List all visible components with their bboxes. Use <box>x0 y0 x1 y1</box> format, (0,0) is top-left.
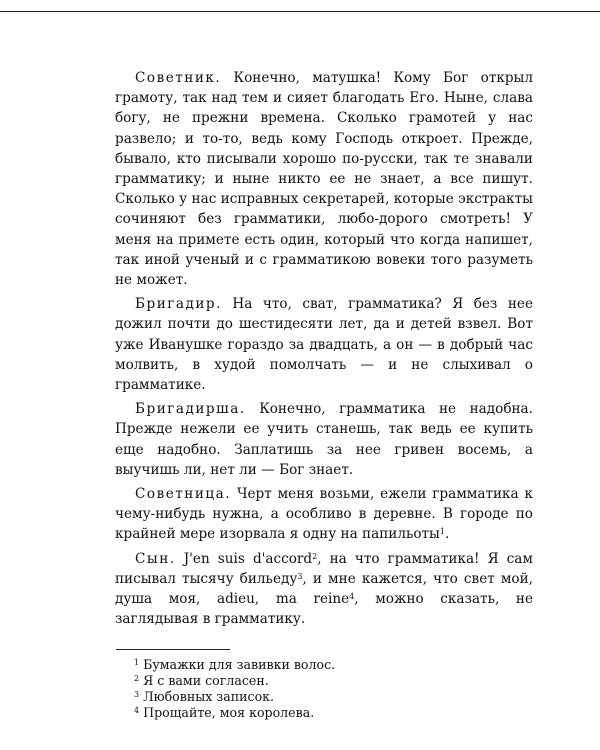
paragraph-syn <box>115 549 533 630</box>
paragraph-text: J'en suis d'accord <box>175 550 313 567</box>
paragraph-sovetnitsa <box>115 484 533 545</box>
paragraph-sovetnik <box>115 68 533 290</box>
footnotes <box>134 657 514 721</box>
footnote-item <box>134 689 514 705</box>
paragraph-text: Конечно, матушка! Кому Бог открыл грамоту, так над тем и сияет благодать Его. Ныне, слава богу, не прежни времена. Сколько грамотей у нас развело; и то-то, ведь кому Господь откроет. Прежде, бывало, кто писывали хорошо по-русски, так те знавали грамматику; и ныне никто ее не знает, а все пишут. Сколько у нас исправных секретарей, которые экстракты сочиняют без грамматики, любо-дорого смотреть! У меня на примете есть один, который что когда напишет, так иной ученый и с грамматикою вовеки того разуметь не может. <box>115 70 533 289</box>
speaker-name: Сын. <box>135 550 176 567</box>
footnote-item <box>134 705 514 721</box>
footnote-ref: 4 <box>349 592 355 602</box>
footnote-item <box>134 657 514 673</box>
footnote-ref: 2 <box>312 551 318 561</box>
speaker-name: Бригадир. <box>135 296 222 313</box>
paragraph-text: Конечно, грамматика не надобна. Прежде нежели ее учить станешь, так ведь ее купить еще надобно. Заплатишь за нее гривен восемь, а выучишь ли, нет ли — Бог знает. <box>115 401 533 478</box>
footnote-text: Прощайте, моя королева. <box>139 705 315 720</box>
paragraph-text: Черт меня возьми, ежели грамматика к чему-нибудь нужна, а особливо в деревне. В городе по крайней мере изорвала я одну на папильоты <box>115 486 533 543</box>
paragraph-brigadirsha <box>115 399 533 480</box>
footnote-text: Бумажки для завивки волос. <box>139 657 336 672</box>
footnote-item <box>134 673 514 689</box>
footnote-number: 3 <box>134 690 140 699</box>
paragraph-text: , можно сказать, не заглядывая в грамматику. <box>115 591 534 628</box>
footnote-divider <box>116 649 230 650</box>
footnote-number: 2 <box>134 674 140 683</box>
paragraph-brigadir <box>115 294 533 395</box>
paragraph-text: На что, сват, грамматика? Я без нее дожил почти до шестидесяти лет, да и детей взвел. Вот уже Иванушке гораздо за двадцать, а он — в добрый час молвить, в худой помолчать — и не слыхивал о грамматике. <box>115 296 533 394</box>
footnote-text: Любовных записок. <box>139 689 275 704</box>
paragraph-text: , и мне кажется, что свет мой, душа моя, adieu, ma reine <box>115 570 533 608</box>
speaker-name: Бригадирша. <box>135 401 246 418</box>
footnote-number: 4 <box>134 706 140 715</box>
paragraph-text: . <box>444 526 450 543</box>
footnote-ref: 3 <box>297 571 303 581</box>
speaker-name: Советница. <box>135 486 232 503</box>
main-text <box>115 68 533 633</box>
footnote-number: 1 <box>134 658 140 667</box>
footnote-ref: 1 <box>439 527 445 537</box>
footnote-text: Я с вами согласен. <box>139 673 269 688</box>
top-rule <box>0 11 600 12</box>
paragraph-text: , на что грамматика! Я сам писывал тысячу бильеду <box>115 550 533 587</box>
speaker-name: Советник. <box>135 70 222 86</box>
